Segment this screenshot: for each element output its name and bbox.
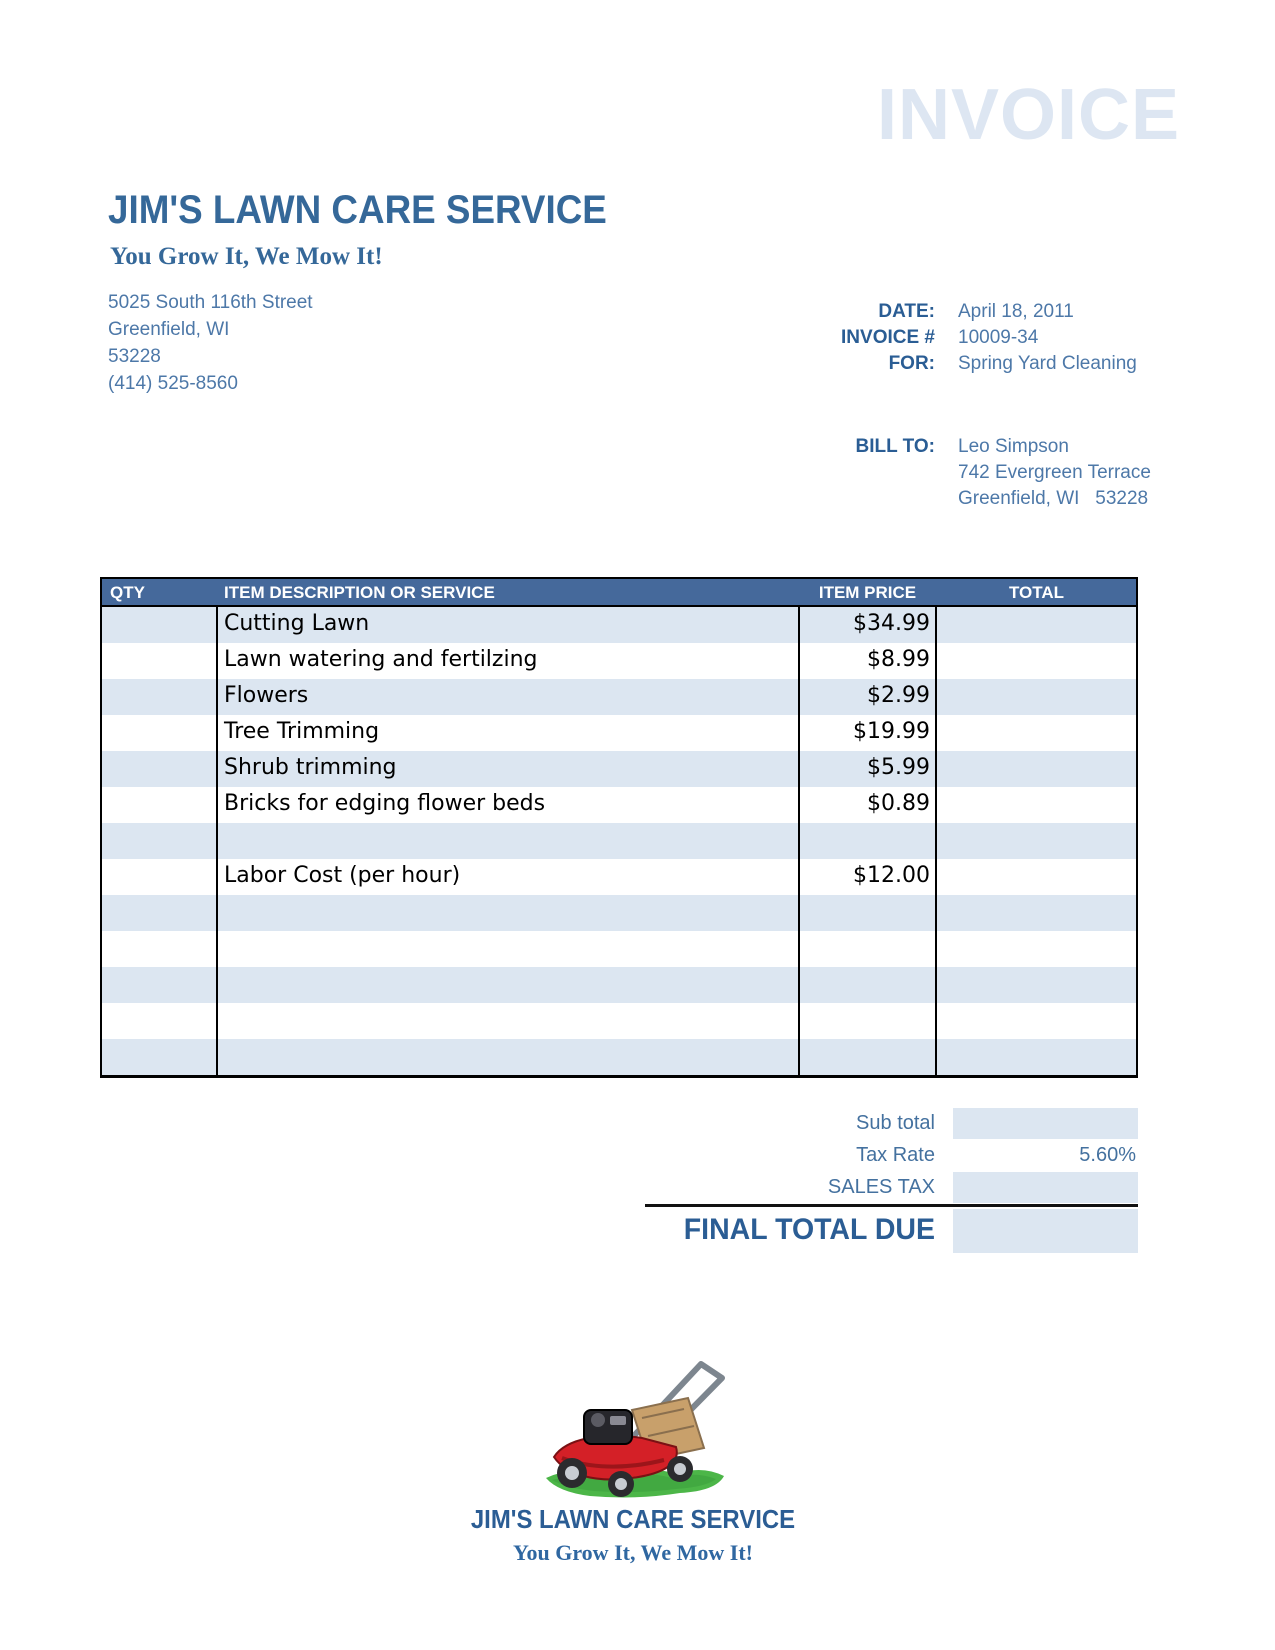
bill-to-label: BILL TO: <box>855 436 935 457</box>
cell-description <box>216 895 798 931</box>
cell-total <box>937 751 1136 787</box>
cell-total <box>937 679 1136 715</box>
sales-tax-label: SALES TAX <box>827 1176 935 1198</box>
cell-price: $12.00 <box>798 859 937 895</box>
tax-rate-value: 5.60% <box>1079 1144 1136 1166</box>
final-total-value-box <box>953 1209 1138 1253</box>
bill-to-street: 742 Evergreen Terrace <box>958 462 1151 483</box>
table-row <box>102 643 1136 679</box>
table-header-row <box>102 579 1136 607</box>
cell-total <box>937 787 1136 823</box>
cell-qty <box>102 679 216 715</box>
cell-qty <box>102 751 216 787</box>
cell-price <box>798 931 937 967</box>
cell-description <box>216 1039 798 1075</box>
for-value: Spring Yard Cleaning <box>958 353 1137 374</box>
cell-total <box>937 607 1136 643</box>
cell-total <box>937 643 1136 679</box>
sales-tax-value-box <box>953 1172 1138 1203</box>
cell-qty <box>102 895 216 931</box>
footer-tagline: You Grow It, We Mow It! <box>513 1540 753 1565</box>
table-row <box>102 715 1136 751</box>
cell-qty <box>102 787 216 823</box>
cell-price <box>798 967 937 1003</box>
cell-qty <box>102 931 216 967</box>
column-header-qty: QTY <box>110 583 145 602</box>
cell-qty <box>102 823 216 859</box>
cell-description: Bricks for edging flower beds <box>216 787 798 823</box>
date-value: April 18, 2011 <box>958 301 1074 322</box>
cell-description <box>216 1003 798 1039</box>
cell-qty <box>102 1039 216 1075</box>
subtotal-label: Sub total <box>856 1112 935 1134</box>
column-header-description: ITEM DESCRIPTION OR SERVICE <box>224 583 495 602</box>
mower-engine <box>584 1410 632 1444</box>
cell-total <box>937 715 1136 751</box>
company-name: JIM'S LAWN CARE SERVICE <box>108 188 607 232</box>
cell-qty <box>102 1003 216 1039</box>
cell-description: Lawn watering and fertilzing <box>216 643 798 679</box>
subtotal-value-box <box>953 1108 1138 1139</box>
cell-price: $0.89 <box>798 787 937 823</box>
cell-total <box>937 859 1136 895</box>
cell-description <box>216 931 798 967</box>
cell-total <box>937 967 1136 1003</box>
final-total-label: FINAL TOTAL DUE <box>683 1213 935 1246</box>
address-street: 5025 South 116th Street <box>108 292 313 313</box>
table-row <box>102 1003 1136 1039</box>
company-address <box>108 289 313 397</box>
table-row <box>102 679 1136 715</box>
table-row <box>102 823 1136 859</box>
address-city: Greenfield, WI <box>108 319 230 340</box>
table-row <box>102 895 1136 931</box>
bill-to-city: Greenfield, WI 53228 <box>958 488 1149 509</box>
cell-total <box>937 1039 1136 1075</box>
cell-price <box>798 895 937 931</box>
cell-total <box>937 1003 1136 1039</box>
cell-total <box>937 931 1136 967</box>
cell-price <box>798 823 937 859</box>
company-tagline: You Grow It, We Mow It! <box>110 243 383 270</box>
date-label: DATE: <box>878 301 935 322</box>
line-items-table <box>100 577 1138 1078</box>
cell-description: Shrub trimming <box>216 751 798 787</box>
cell-qty <box>102 859 216 895</box>
table-row <box>102 607 1136 643</box>
cell-price: $8.99 <box>798 643 937 679</box>
cell-price: $5.99 <box>798 751 937 787</box>
bill-to-name: Leo Simpson <box>958 436 1069 457</box>
cell-price <box>798 1039 937 1075</box>
cell-description <box>216 967 798 1003</box>
cell-price <box>798 1003 937 1039</box>
table-row <box>102 751 1136 787</box>
cell-price: $2.99 <box>798 679 937 715</box>
invoice-table-body <box>102 607 1136 1075</box>
address-zip: 53228 <box>108 346 161 367</box>
column-header-item-price: ITEM PRICE <box>818 583 917 602</box>
for-label: FOR: <box>888 353 935 374</box>
lawn-mower-image <box>538 1352 733 1507</box>
cell-description <box>216 823 798 859</box>
cell-qty <box>102 715 216 751</box>
column-header-total: TOTAL <box>1008 583 1065 602</box>
cell-price: $34.99 <box>798 607 937 643</box>
invoice-number-value: 10009-34 <box>958 327 1039 348</box>
cell-total <box>937 823 1136 859</box>
invoice-number-label: INVOICE # <box>841 327 935 348</box>
invoice-watermark: INVOICE <box>876 75 1180 155</box>
cell-description: Cutting Lawn <box>216 607 798 643</box>
table-row <box>102 931 1136 967</box>
table-row <box>102 1039 1136 1075</box>
summary-divider-line <box>645 1204 1138 1207</box>
cell-description: Tree Trimming <box>216 715 798 751</box>
cell-total <box>937 895 1136 931</box>
footer-company-name: JIM'S LAWN CARE SERVICE <box>470 1504 796 1534</box>
table-row <box>102 859 1136 895</box>
table-row <box>102 967 1136 1003</box>
cell-qty <box>102 607 216 643</box>
cell-qty <box>102 967 216 1003</box>
address-phone: (414) 525-8560 <box>108 373 238 394</box>
cell-price: $19.99 <box>798 715 937 751</box>
table-row <box>102 787 1136 823</box>
cell-description: Flowers <box>216 679 798 715</box>
cell-qty <box>102 643 216 679</box>
cell-description: Labor Cost (per hour) <box>216 859 798 895</box>
tax-rate-label: Tax Rate <box>856 1144 935 1166</box>
